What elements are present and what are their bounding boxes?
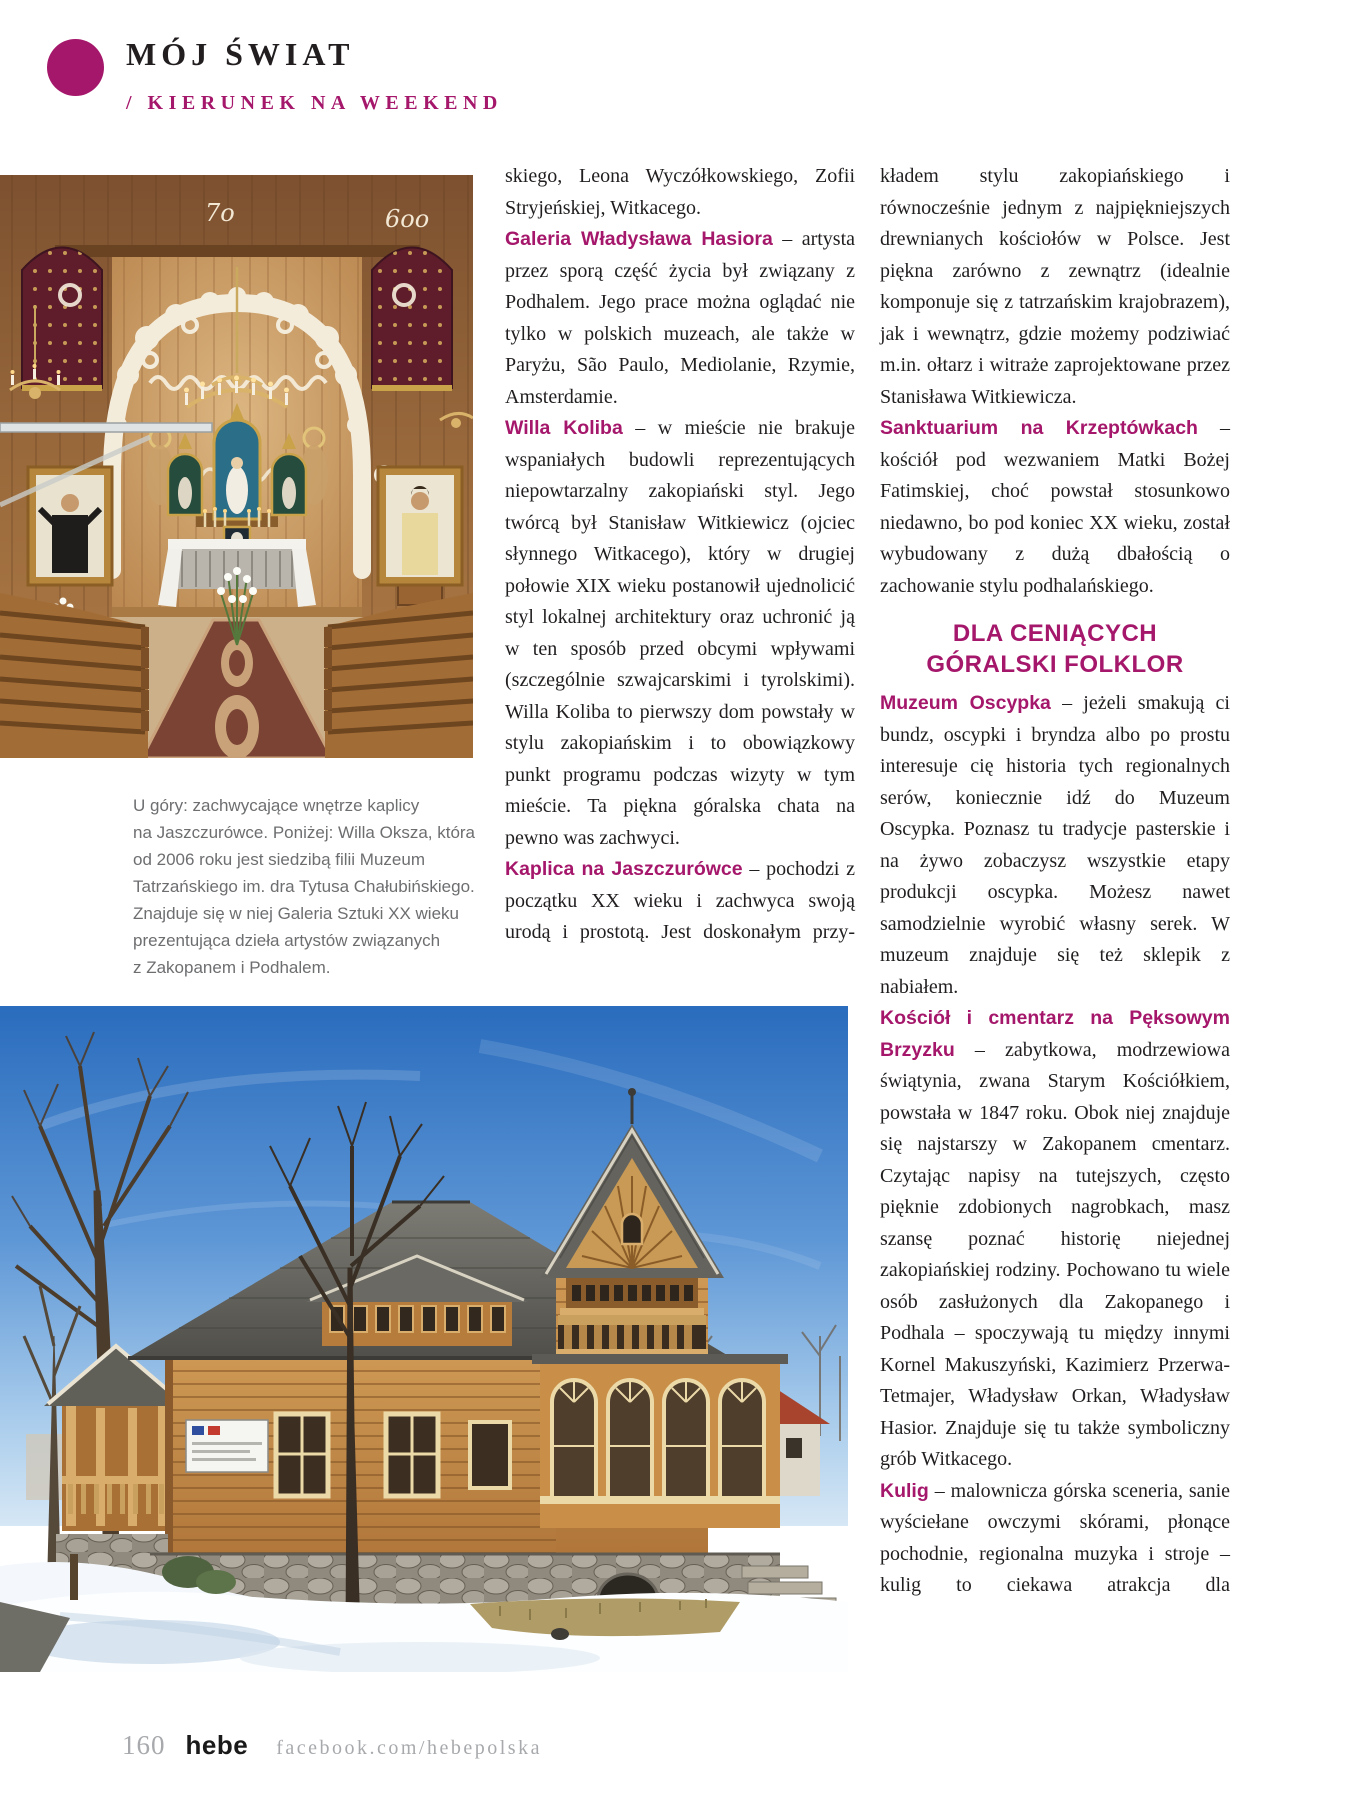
topic-heading: Kaplica na Jaszczurówce [505, 858, 743, 880]
article-paragraph [505, 161, 855, 224]
topic-heading: Kościół i cmentarz na Pęksowym Brzyzku [880, 1007, 1230, 1061]
article-column-middle [505, 161, 855, 949]
article-paragraph [880, 688, 1230, 1003]
caption-line: prezentująca dzieła artystów związanych [133, 931, 441, 950]
caption-line: U góry: zachwycające wnętrze kaplicy [133, 796, 420, 815]
article-column-right [880, 161, 1230, 1602]
chapel-photo-illustration [0, 175, 473, 758]
page-footer [122, 1730, 542, 1761]
topic-heading: Sanktuarium na Krzeptówkach [880, 417, 1198, 439]
article-paragraph [505, 854, 855, 949]
heading-line: DLA CENIĄCYCH [952, 620, 1158, 647]
paragraph-text: – kościół pod wezwaniem Matki Bożej Fatimskiej, choć powstał stosunkowo niedawno, bo pod koniec XX wieku, został wybudowany z dużą dbałością o zachowanie stylu podhalańskiego. [880, 417, 1230, 597]
paragraph-text: – zabytkowa, modrzewiowa świątynia, zwana Starym Kościółkiem, powstała w 1847 roku. Obok niej znajduje się najstarszy w Zakopanem cmentarz. Czytając napisy na tutejszych, często pięknie zdobionych nagrobkach, masz szansę poznać historię niejednej zakopiańskiej rodziny. Pochowano tu wiele osób zasłużonych dla Zakopanego i Podhala – spoczywają tu między innymi Kornel Makuszyński, Kazimierz Przerwa-Tetmajer, Władysław Orkan, Władysław Hasior. Znajduje się tu także symboliczny grób Witkacego. [880, 1038, 1230, 1470]
section-title: MÓJ ŚWIAT [126, 36, 355, 72]
facebook-url: facebook.com/hebepolska [276, 1737, 542, 1759]
article-paragraph [505, 413, 855, 854]
caption-line: z Zakopanem i Podhalem. [133, 958, 331, 977]
caption-line: Znajduje się w niej Galeria Sztuki XX wieku [133, 904, 459, 923]
carved-number-right: 6oo [385, 205, 430, 233]
page-number: 160 [122, 1730, 166, 1760]
heading-line: GÓRALSKI FOLKLOR [926, 651, 1184, 678]
caption-line: na Jaszczurówce. Poniżej: Willa Oksza, która [133, 823, 476, 842]
section-dot [47, 39, 104, 96]
villa-oksza-photo [0, 1006, 848, 1672]
photo-caption [133, 792, 475, 981]
paragraph-text: – w mieście nie brakuje wspaniałych budowli reprezentujących niepowtarzalny zakopiański styl. Jego twórcą był Stanisław Witkiewicz (ojciec słynnego Witkacego), który w drugiej połowie XIX wieku postanowił ujednolicić styl lokalnej architektury oraz uchronić ją w ten sposób przed obcymi wpływami (szczególnie szwajcarskimi i tyrolskimi). Willa Koliba to pierwszy dom powstały w stylu zakopiańskim i to obowiązkowy punkt programu podczas wizyty w tym mieście. Ta piękna góralska chata na pewno was zachwyci. [505, 417, 855, 849]
paragraph-text: skiego, Leona Wyczółkowskiego, Zofii Stryjeńskiej, Witkacego. [505, 165, 855, 219]
topic-heading: Willa Koliba [505, 417, 623, 439]
topic-heading: Kulig [880, 1479, 929, 1502]
paragraph-text: kładem stylu zakopiańskiego i równocześnie jednym z najpiękniejszych drewnianych kościołów w Polsce. Jest piękna zarówno z zewnątrz (idealnie komponuje się z tatrzańskim krajobrazem), jak i wewnątrz, gdzie możemy podziwiać m.in. ołtarz i witraże zaprojektowane przez Stanisława Witkiewicza. [880, 165, 1230, 408]
article-paragraph [880, 1476, 1230, 1602]
chapel-interior-photo [0, 175, 473, 758]
article-paragraph [880, 413, 1230, 602]
section-subtitle: / KIERUNEK NA WEEKEND [126, 92, 503, 114]
topic-heading: Muzeum Oscypka [880, 692, 1051, 714]
article-paragraph [880, 1003, 1230, 1476]
carved-number-left: 7o [205, 199, 235, 227]
caption-line: Tatrzańskiego im. dra Tytusa Chałubińskiego. [133, 877, 475, 896]
topic-heading: Galeria Władysława Hasiora [505, 228, 773, 250]
caption-line: od 2006 roku jest siedzibą filii Muzeum [133, 850, 425, 869]
article-paragraph [880, 161, 1230, 413]
paragraph-text: – jeżeli smakują ci bundz, oscypki i bryndza albo po prostu interesuje cię historia tych regionalnych serów, koniecznie idź do Muzeum Oscypka. Poznasz tu tradycje pasterskie i na żywo zobaczysz wszystkie etapy produkcji oscypka. Możesz nawet samodzielnie wyrobić własny serek. W muzeum znajduje się też sklepik z nabiałem. [880, 692, 1230, 998]
folklor-section-heading [880, 618, 1230, 680]
villa-photo-illustration [0, 1006, 848, 1672]
article-paragraph [505, 224, 855, 413]
paragraph-text: – pochodzi z początku XX wieku i zachwyca swoją urodą i prostotą. Jest doskonałym przy- [505, 858, 856, 943]
paragraph-text: – artysta przez sporą część życia był związany z Podhalem. Jego prace można oglądać nie tylko w polskich muzeach, ale także w Paryżu, São Paulo, Mediolanie, Rzymie, Amsterdamie. [505, 228, 856, 408]
magazine-logo: hebe [185, 1730, 249, 1760]
paragraph-text: – malownicza górska sceneria, sanie wyściełane owczymi skórami, płonące pochodnie, regionalna muzyka i stroje – kulig to ciekawa atrakcja dla [880, 1479, 1230, 1596]
